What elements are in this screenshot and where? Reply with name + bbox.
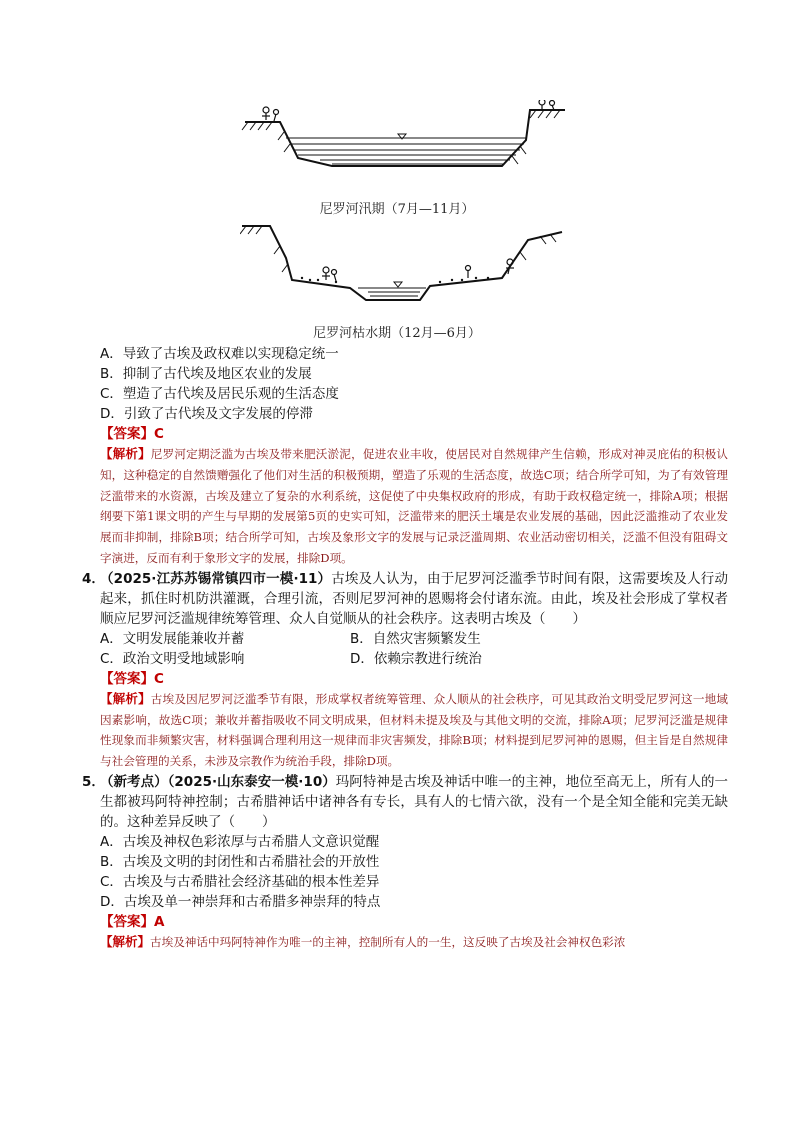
q5-explanation-tag: 【解析】 <box>100 933 151 949</box>
q5-option-c[interactable]: C．古埃及与古希腊社会经济基础的根本性差异 <box>100 873 380 890</box>
flood-season-illustration <box>240 100 570 192</box>
q5-answer: 【答案】A <box>100 913 165 930</box>
q4-answer: 【答案】C <box>100 670 164 687</box>
q3-option-a[interactable]: A．导致了古埃及政权难以实现稳定统一 <box>100 346 339 362</box>
q4-option-a[interactable]: A．文明发展能兼收并蓄 <box>100 630 245 647</box>
q4-explanation-text: 古埃及因尼罗河泛滥季节有限，形成掌权者统筹管理、众人顺从的社会秩序，可见其政治文明受尼罗河这一地域因素影响，故选C项；兼收并蓄指吸收不同文明成果，但材料未提及埃及与其他文明的交流，排除A项；尼罗河泛滥是规律性现象而非频繁灾害，材料强调合理利用这一规律而非灾害频发，排除B项；材料提到尼罗河神的恩赐，但主旨是自然规律与社会管理的关系，未涉及宗教作为统治手段，排除D项。 <box>100 691 728 769</box>
q4-explanation-tag: 【解析】 <box>100 690 151 706</box>
q3-explanation-text: 尼罗河定期泛滥为古埃及带来肥沃淤泥，促进农业丰收，使居民对自然规律产生信赖，形成对神灵庇佑的积极认知，这种稳定的自然馈赠强化了他们对生活的积极预期，塑造了乐观的生活态度，故选C项；结合所学可知，为了有效管理泛滥带来的水资源，古埃及建立了复杂的水利系统，这促使了中央集权政府的形成，有助于政权稳定统一，排除A项；根据纲要下第1课文明的产生与早期的发展第5页的史实可知，泛滥带来的肥沃土壤是农业发展的基础，因此泛滥推动了农业发展而非抑制，排除B项；结合所学可知，古埃及象形文字的发展与记录泛滥周期、农业活动密切相关，泛滥不但没有阻碍文字演进，反而有利于象形文字的发展，排除D项。 <box>100 447 728 565</box>
q5-stem-text: 玛阿特神是古埃及神话中唯一的主神，地位至高无上，所有人的一生都被玛阿特神控制；古希腊神话中诸神各有专长，具有人的七情六欲，没有一个是全知全能和完美无缺的。这种差异反映了（ ） <box>100 773 728 830</box>
q3-option-d[interactable]: D．引致了古代埃及文字发展的停滞 <box>100 406 313 422</box>
q5-number: 5． <box>82 773 105 790</box>
question-content <box>84 344 728 953</box>
q3-explanation-tag: 【解析】 <box>100 446 151 461</box>
q5-stem <box>84 772 728 832</box>
figure-caption-flood: 尼罗河汛期（7月—11月） <box>319 202 475 217</box>
q5-option-d[interactable]: D．古埃及单一神崇拜和古希腊多神崇拜的特点 <box>100 893 381 910</box>
q3-explanation <box>84 444 728 569</box>
q4-options-row-2 <box>84 649 728 669</box>
q4-option-d[interactable]: D．依赖宗教进行统治 <box>350 650 482 667</box>
q4-stem <box>84 569 728 629</box>
q5-option-a[interactable]: A．古埃及神权色彩浓厚与古希腊人文意识觉醒 <box>100 833 380 850</box>
q3-option-c[interactable]: C．塑造了古代埃及居民乐观的生活态度 <box>100 386 339 402</box>
q5-explanation-text: 古埃及神话中玛阿特神作为唯一的主神，控制所有人的一生，这反映了古埃及社会神权色彩浓 <box>150 934 626 949</box>
q4-source: （2025·江苏苏锡常镇四市一模·11） <box>100 570 332 587</box>
q4-option-b[interactable]: B．自然灾害频繁发生 <box>350 630 481 647</box>
q4-number: 4． <box>82 570 105 587</box>
q5-source: （新考点）（2025·山东泰安一模·10） <box>100 773 336 790</box>
figure-caption-dry: 尼罗河枯水期（12月—6月） <box>313 326 481 341</box>
nile-flood-diagram <box>240 100 570 192</box>
q5-explanation <box>84 932 728 953</box>
q4-stem-text: 古埃及人认为，由于尼罗河泛滥季节时间有限，这需要埃及人行动起来，抓住时机防洪灌溉，合理引流，否则尼罗河神的恩赐将会付诸东流。由此，埃及社会形成了掌权者顺应尼罗河泛滥规律统筹管理、众人自觉顺从的社会秩序。这表明古埃及（ ） <box>100 570 728 627</box>
dry-season-illustration <box>240 218 570 318</box>
q3-answer: 【答案】C <box>100 426 164 442</box>
q3-option-b[interactable]: B．抑制了古代埃及地区农业的发展 <box>100 366 312 382</box>
nile-dry-diagram <box>240 218 570 318</box>
q4-explanation <box>84 689 728 772</box>
q4-option-c[interactable]: C．政治文明受地域影响 <box>100 650 245 667</box>
q5-option-b[interactable]: B．古埃及文明的封闭性和古希腊社会的开放性 <box>100 853 380 870</box>
q4-options-row-1 <box>84 629 728 649</box>
